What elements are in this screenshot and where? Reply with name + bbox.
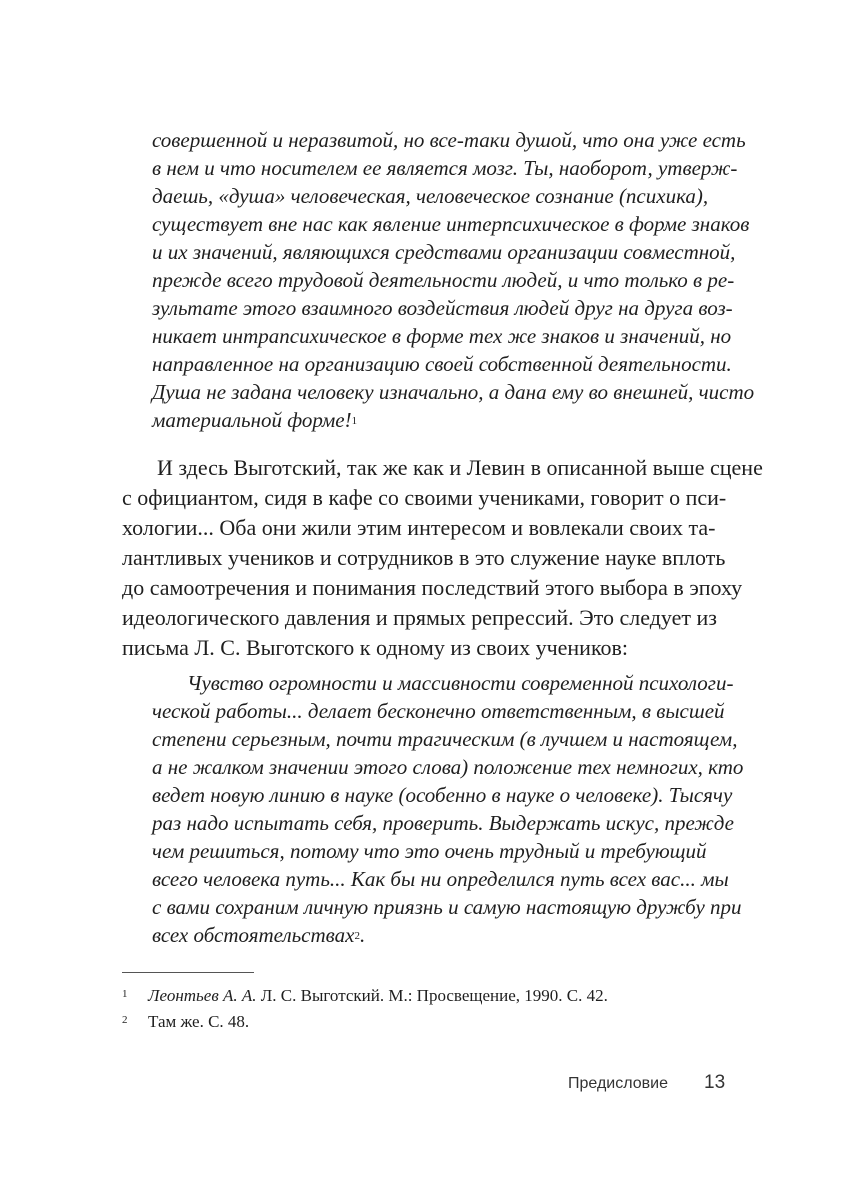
- quote2-line: ведет новую линию в науке (особенно в науке о человеке). Тысячу: [152, 783, 733, 807]
- quote1-line: зультате этого взаимного воздействия людей друг на друга воз-: [152, 296, 733, 320]
- quote2-line: степени серьезным, почти трагическим (в лучшем и настоящем,: [152, 727, 738, 751]
- quote1-line: совершенной и неразвитой, но все-таки душой, что она уже есть: [152, 128, 746, 152]
- footnote-number: 1: [122, 988, 128, 1000]
- quote2-line: ческой работы... делает бесконечно ответственным, в высшей: [152, 699, 725, 723]
- quote2-line: чем решиться, потому что это очень трудный и требующий: [152, 839, 707, 863]
- footnote-author: Леонтьев А. А.: [148, 986, 257, 1005]
- page-number: 13: [704, 1072, 726, 1093]
- paragraph-line: И здесь Выготский, так же как и Левин в описанной выше сцене: [157, 455, 763, 480]
- footnote-ref-2[interactable]: 2: [354, 930, 360, 942]
- footnote-text: [148, 985, 608, 1007]
- quote2-end-punct: .: [359, 923, 366, 947]
- quote1-last-text: материальной форме!: [152, 408, 352, 432]
- quote1-line: и их значений, являющихся средствами организации совместной,: [152, 240, 736, 264]
- quote2-line: раз надо испытать себя, проверить. Выдержать искус, прежде: [152, 811, 734, 835]
- quote1-line: даешь, «душа» человеческая, человеческое сознание (психика),: [152, 184, 709, 208]
- quote2-line: а не жалком значении этого слова) положение тех немногих, кто: [152, 755, 744, 779]
- quote2-line: с вами сохраним личную приязнь и самую настоящую дружбу при: [152, 895, 742, 919]
- quote1-line: направленное на организацию своей собственной деятельности.: [152, 352, 732, 376]
- footnote-text: Там же. С. 48.: [148, 1012, 250, 1031]
- paragraph-line: с официантом, сидя в кафе со своими учениками, говорит о пси-: [122, 485, 727, 510]
- quote1-line: Душа не задана человеку изначально, а дана ему во внешней, чисто: [152, 380, 755, 404]
- quote2-line: Чувство огромности и массивности современной психологи-: [187, 671, 734, 695]
- quote2-line: всего человека путь... Как бы ни определился путь всех вас... мы: [152, 867, 729, 891]
- footnote-source: Л. С. Выготский. М.: Просвещение, 1990. С. 42.: [256, 986, 608, 1005]
- footnote-divider: [122, 972, 254, 973]
- paragraph-line: хологии... Оба они жили этим интересом и вовлекали своих та-: [122, 515, 716, 540]
- paragraph-line: идеологического давления и прямых репрессий. Это следует из: [122, 605, 717, 630]
- quote2-line: [152, 922, 365, 953]
- quote1-line: существует вне нас как явление интерпсихическое в форме знаков: [152, 212, 750, 236]
- paragraph-line: письма Л. С. Выготского к одному из своих учеников:: [122, 635, 629, 660]
- quote1-line: [152, 407, 357, 438]
- paragraph-line: до самоотречения и понимания последствий этого выбора в эпоху: [122, 575, 743, 600]
- footnote-ref-1[interactable]: 1: [351, 415, 358, 427]
- quote2-last-text: всех обстоятельствах: [152, 923, 355, 947]
- paragraph-line: лантливых учеников и сотрудников в это служение науке вплоть: [122, 545, 726, 570]
- running-head: Предисловие: [568, 1075, 668, 1092]
- quote1-line: прежде всего трудовой деятельности людей, и что только в ре-: [152, 268, 735, 292]
- footnote-number: 2: [122, 1014, 128, 1026]
- quote1-line: никает интрапсихическое в форме тех же знаков и значений, но: [152, 324, 732, 348]
- quote1-line: в нем и что носителем ее является мозг. Ты, наоборот, утверж-: [152, 156, 738, 180]
